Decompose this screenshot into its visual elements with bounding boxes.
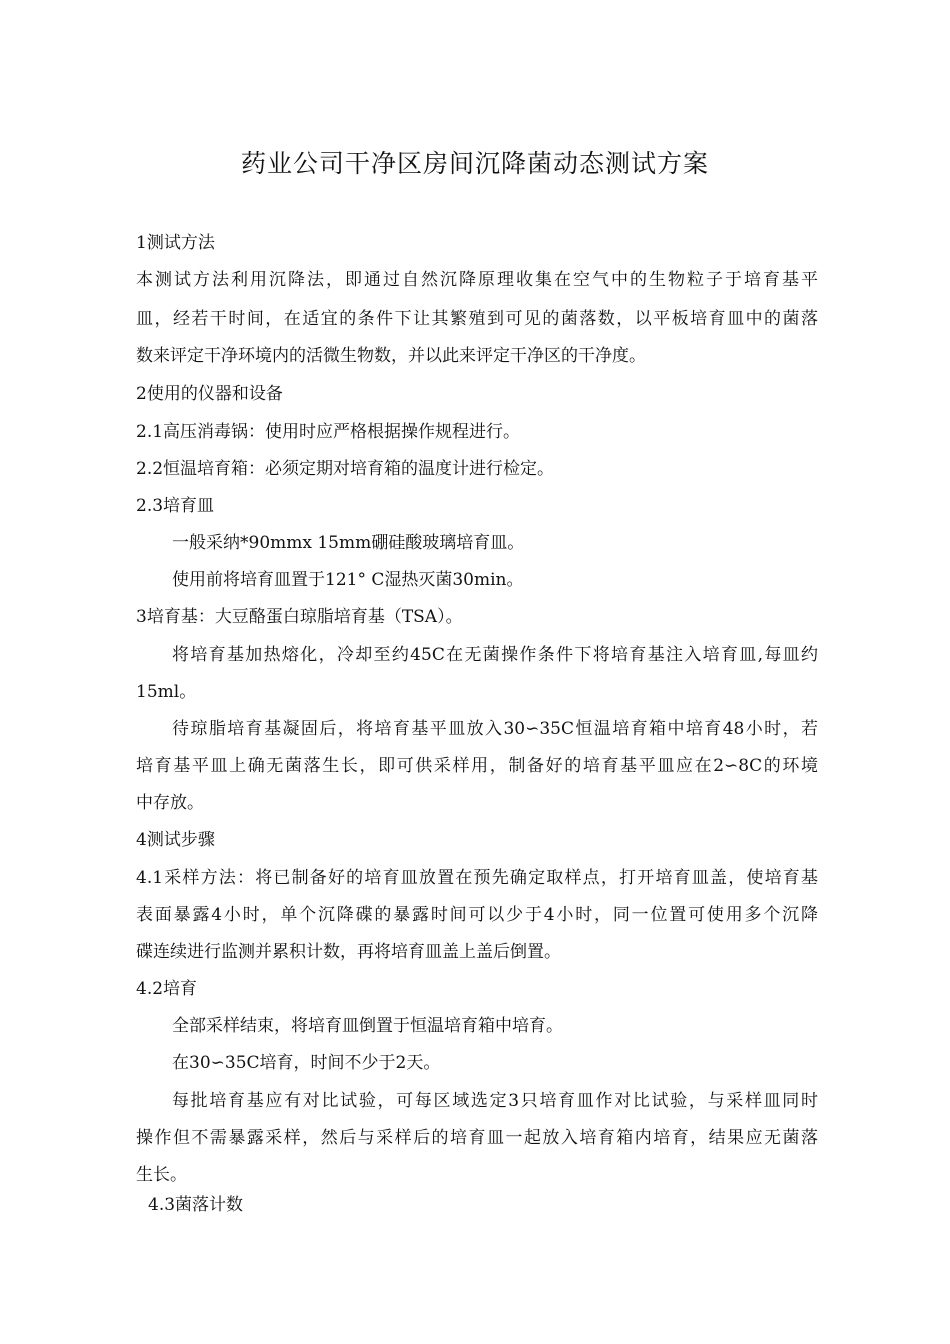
paragraph-line: 每批培育基应有对比试验，可每区域选定3只培育皿作对比试验，与采样皿同时 (172, 1091, 818, 1111)
document-title: 药业公司干净区房间沉降菌动态测试方案 (240, 149, 709, 178)
paragraph-line: 2.1高压消毒锅：使用时应严格根据操作规程进行。 (136, 422, 521, 442)
subsection-heading: 4.2培育 (136, 979, 198, 999)
subsection-heading: 4.3菌落计数 (148, 1195, 244, 1215)
paragraph-line: 待琼脂培育基凝固后，将培育基平皿放入30∽35C恒温培育箱中培育48小时，若 (172, 719, 818, 739)
subsection-heading: 2.3培育皿 (136, 496, 215, 516)
paragraph-line: 碟连续进行监测并累积计数，再将培育皿盖上盖后倒置。 (136, 942, 561, 962)
paragraph-line: 培育基平皿上确无菌落生长，即可供采样用，制备好的培育基平皿应在2∽8C的环境 (136, 756, 818, 776)
paragraph-line: 4.1采样方法：将已制备好的培育皿放置在预先确定取样点，打开培育皿盖，使培育基 (136, 868, 818, 888)
paragraph-line: 全部采样结束，将培育皿倒置于恒温培育箱中培育。 (172, 1016, 563, 1036)
paragraph-line: 中存放。 (136, 793, 204, 813)
paragraph-line: 将培育基加热熔化，冷却至约45C在无菌操作条件下将培育基注入培育皿,每皿约 (172, 645, 818, 665)
section-heading-1: 1测试方法 (136, 233, 215, 253)
paragraph-line: 一般采纳*90mmx 15mm硼硅酸玻璃培育皿。 (172, 533, 525, 553)
paragraph-line: 使用前将培育皿置于121° C湿热灭菌30min。 (172, 570, 524, 590)
section-heading-4: 4测试步骤 (136, 830, 215, 850)
paragraph-line: 本测试方法利用沉降法，即通过自然沉降原理收集在空气中的生物粒子于培育基平 (136, 270, 818, 290)
paragraph-line: 在30∽35C培育，时间不少于2天。 (172, 1053, 441, 1073)
section-heading-2: 2使用的仪器和设备 (136, 384, 283, 404)
paragraph-line: 2.2恒温培育箱：必须定期对培育箱的温度计进行检定。 (136, 459, 555, 479)
paragraph-line: 操作但不需暴露采样，然后与采样后的培育皿一起放入培育箱内培育，结果应无菌落 (136, 1128, 818, 1148)
paragraph-line: 生长。 (136, 1165, 187, 1185)
paragraph-line: 表面暴露4小时，单个沉降碟的暴露时间可以少于4小时，同一位置可使用多个沉降 (136, 905, 818, 925)
paragraph-line: 15ml。 (136, 682, 197, 702)
section-heading-3: 3培育基：大豆酪蛋白琼脂培育基（TSA）。 (136, 607, 463, 627)
paragraph-line: 皿，经若干时间，在适宜的条件下让其繁殖到可见的菌落数，以平板培育皿中的菌落 (136, 309, 818, 329)
paragraph-line: 数来评定干净环境内的活微生物数，并以此来评定干净区的干净度。 (136, 346, 646, 366)
